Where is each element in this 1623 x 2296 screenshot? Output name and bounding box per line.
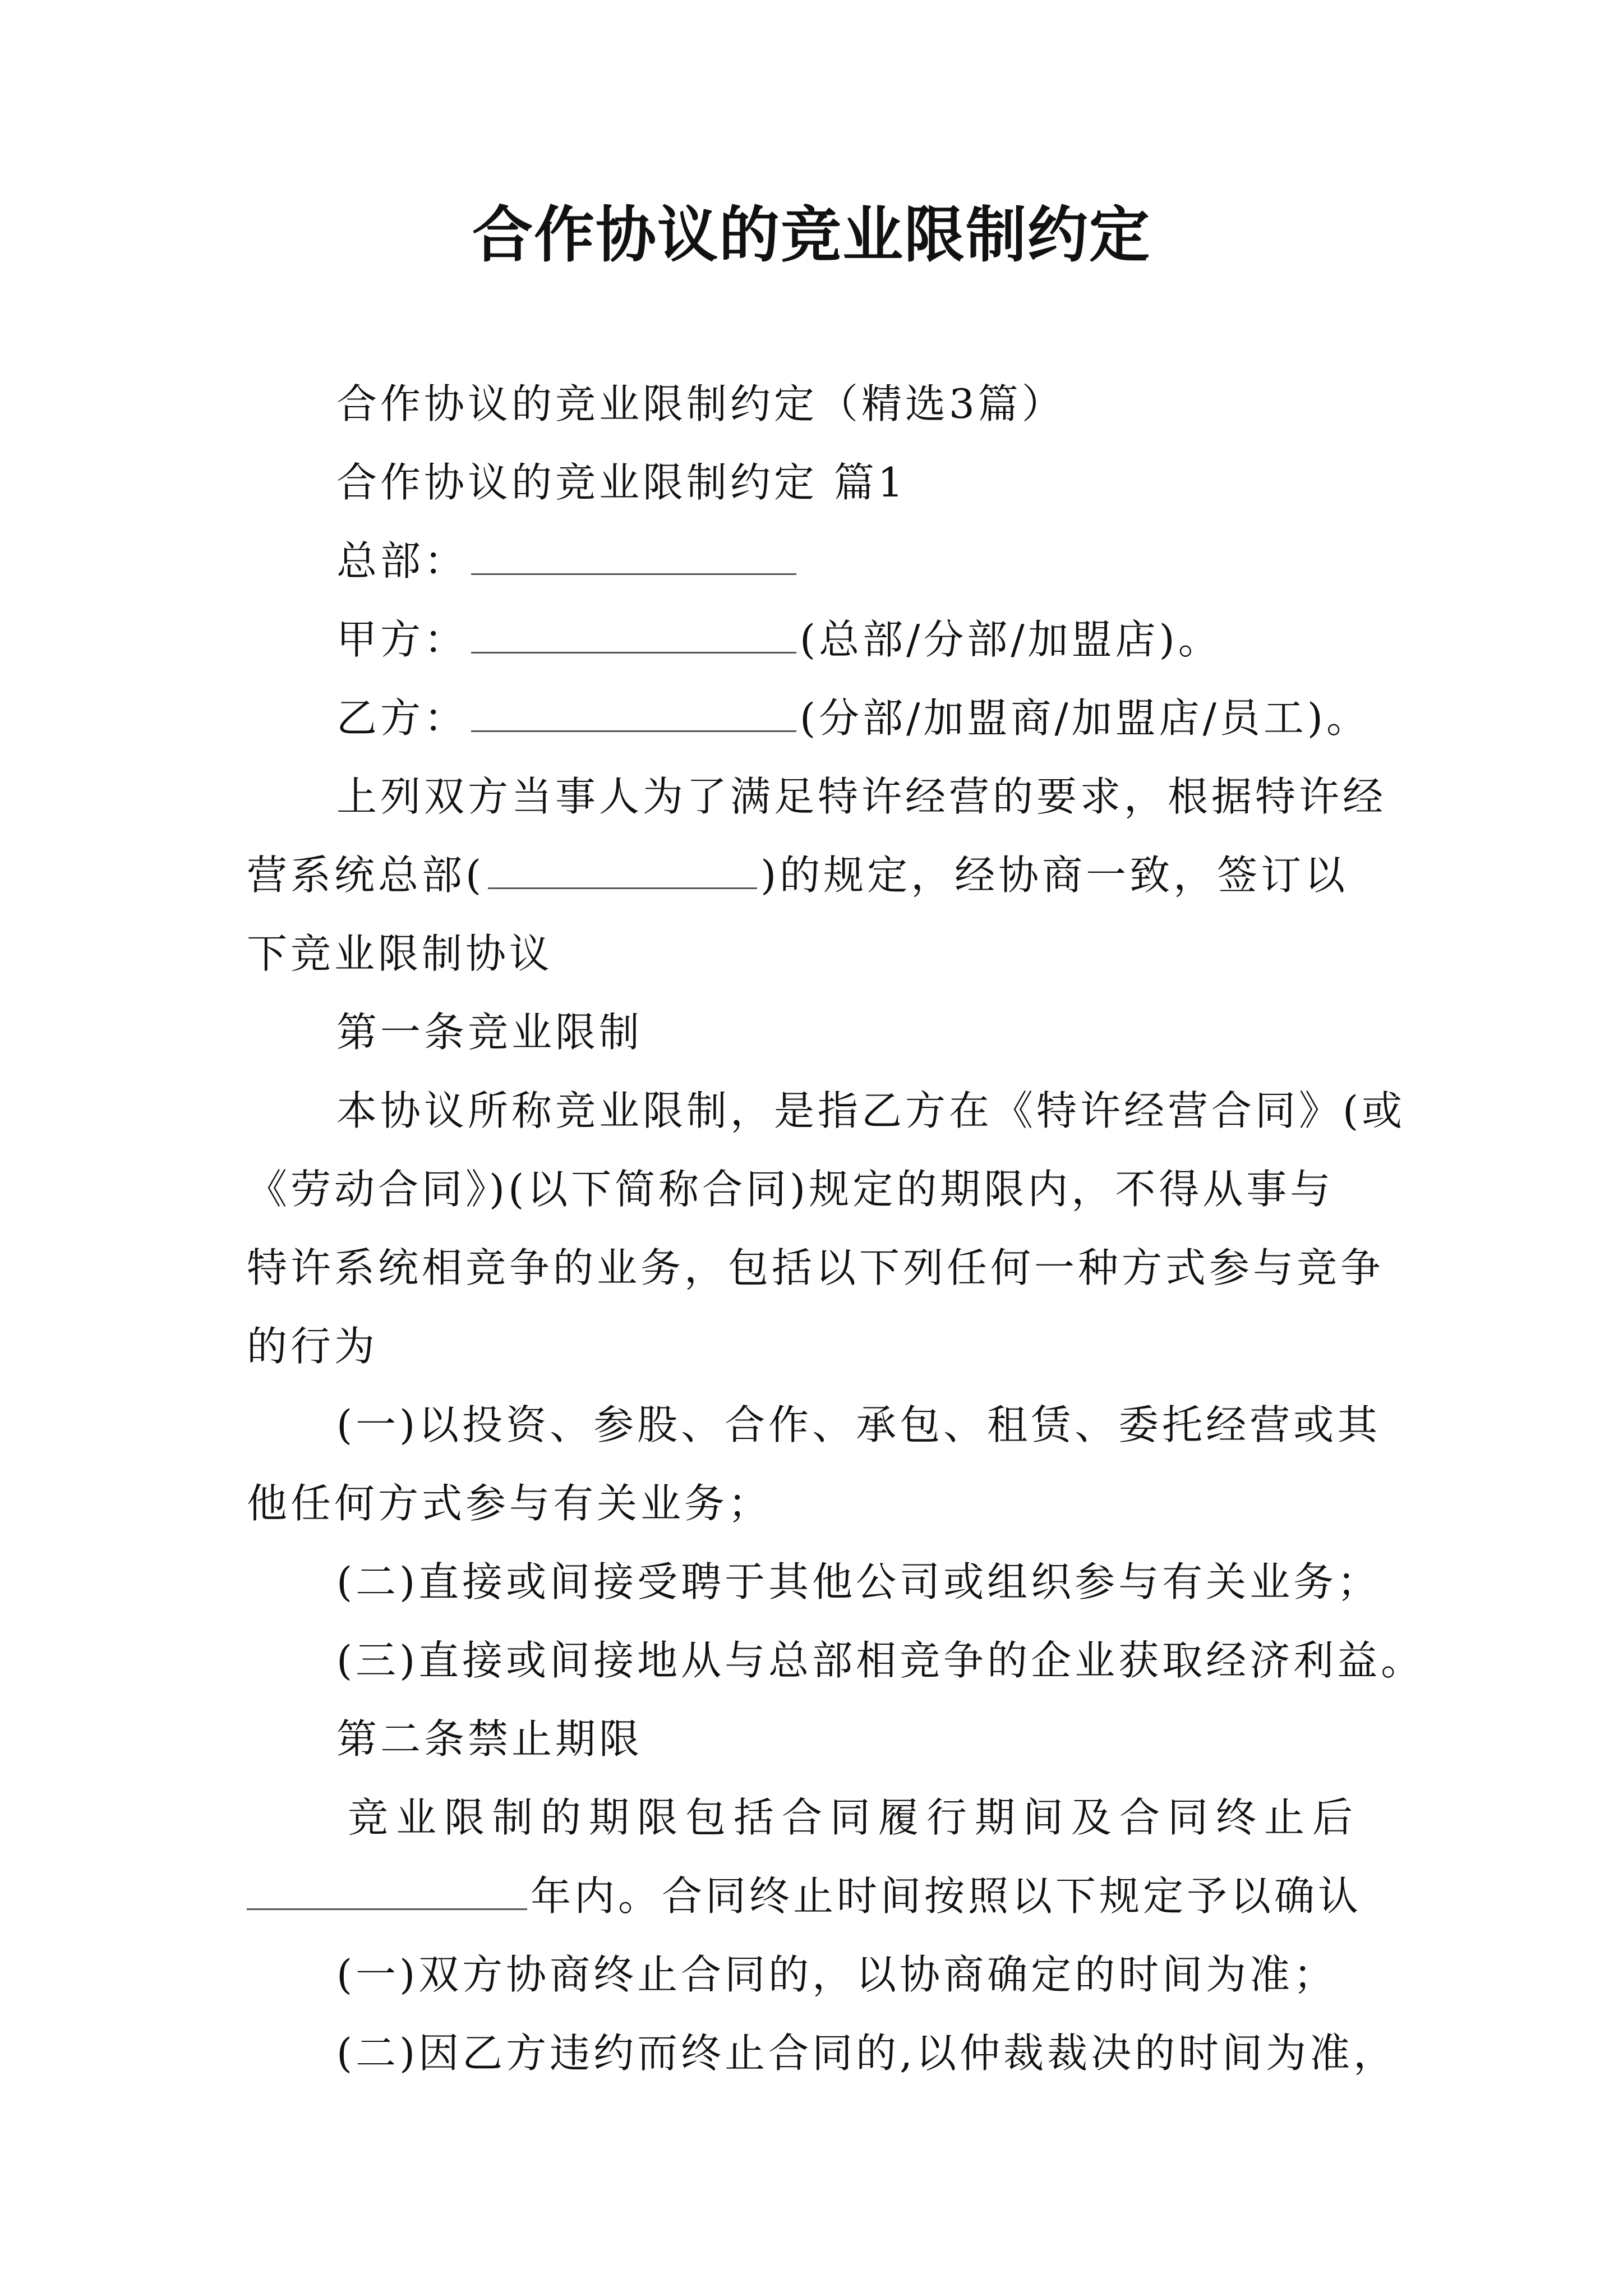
section-heading: 合作协议的竞业限制约定 篇1 [336,459,907,506]
party-b-line [336,690,1370,746]
intro-line-3: 下竞业限制协议 [247,930,554,977]
party-a-label: 甲方： [336,616,468,663]
party-b-blank [471,691,796,732]
headquarters-label: 总部： [336,537,468,585]
party-b-label: 乙方： [336,694,468,742]
party-a-line [336,611,1222,668]
intro-line-2 [247,847,1348,903]
party-b-note: (分部/加盟商/加盟店/员工)。 [800,694,1370,742]
article2-body-line-1: 竞业限制的期限包括合同履行期间及合同终止后 [348,1794,1361,1841]
intro-line-1: 上列双方当事人为了满足特许经营的要求，根据特许经 [336,773,1387,820]
article2-body-line-2-text: 年内。合同终止时间按照以下规定予以确认 [531,1872,1362,1920]
article1-item-2: (二)直接或间接受聘于其他公司或组织参与有关业务； [336,1558,1381,1605]
party-a-note: (总部/分部/加盟店)。 [800,616,1222,663]
headquarters-line [336,533,800,589]
intro-line-2-before: 营系统总部( [247,852,485,899]
article2-item-2: (二)因乙方违约而终止合同的,以仲裁裁决的时间为准， [336,2030,1398,2077]
article1-item-1-line-1: (一)以投资、参股、合作、承包、租赁、委托经营或其 [336,1401,1381,1448]
document-subtitle: 合作协议的竞业限制约定（精选3篇） [336,380,1066,427]
prohibition-years-blank [247,1869,527,1910]
article1-heading: 第一条竞业限制 [336,1009,643,1056]
party-a-blank [471,613,796,654]
article1-item-1-line-2: 他任何方式参与有关业务； [247,1480,772,1527]
article1-body-line-1: 本协议所称竞业限制，是指乙方在《特许经营合同》(或 [336,1087,1406,1134]
intro-line-2-after: )的规定，经协商一致，签订以 [760,852,1349,899]
article1-item-3: (三)直接或间接地从与总部相竞争的企业获取经济利益。 [336,1637,1425,1684]
article1-body-line-3: 特许系统相竞争的业务，包括以下列任何一种方式参与竞争 [247,1244,1385,1291]
headquarters-name-blank [488,848,757,889]
article1-body-line-4: 的行为 [247,1323,379,1370]
article2-body-line-2 [247,1868,1362,1924]
article2-item-1: (一)双方协商终止合同的，以协商确定的时间为准； [336,1951,1338,1998]
article2-heading: 第二条禁止期限 [336,1715,643,1763]
page-title: 合作协议的竞业限制约定 [472,200,1151,270]
headquarters-blank [471,534,796,575]
article1-body-line-2: 《劳动合同》)(以下简称合同)规定的期限内，不得从事与 [247,1166,1334,1213]
